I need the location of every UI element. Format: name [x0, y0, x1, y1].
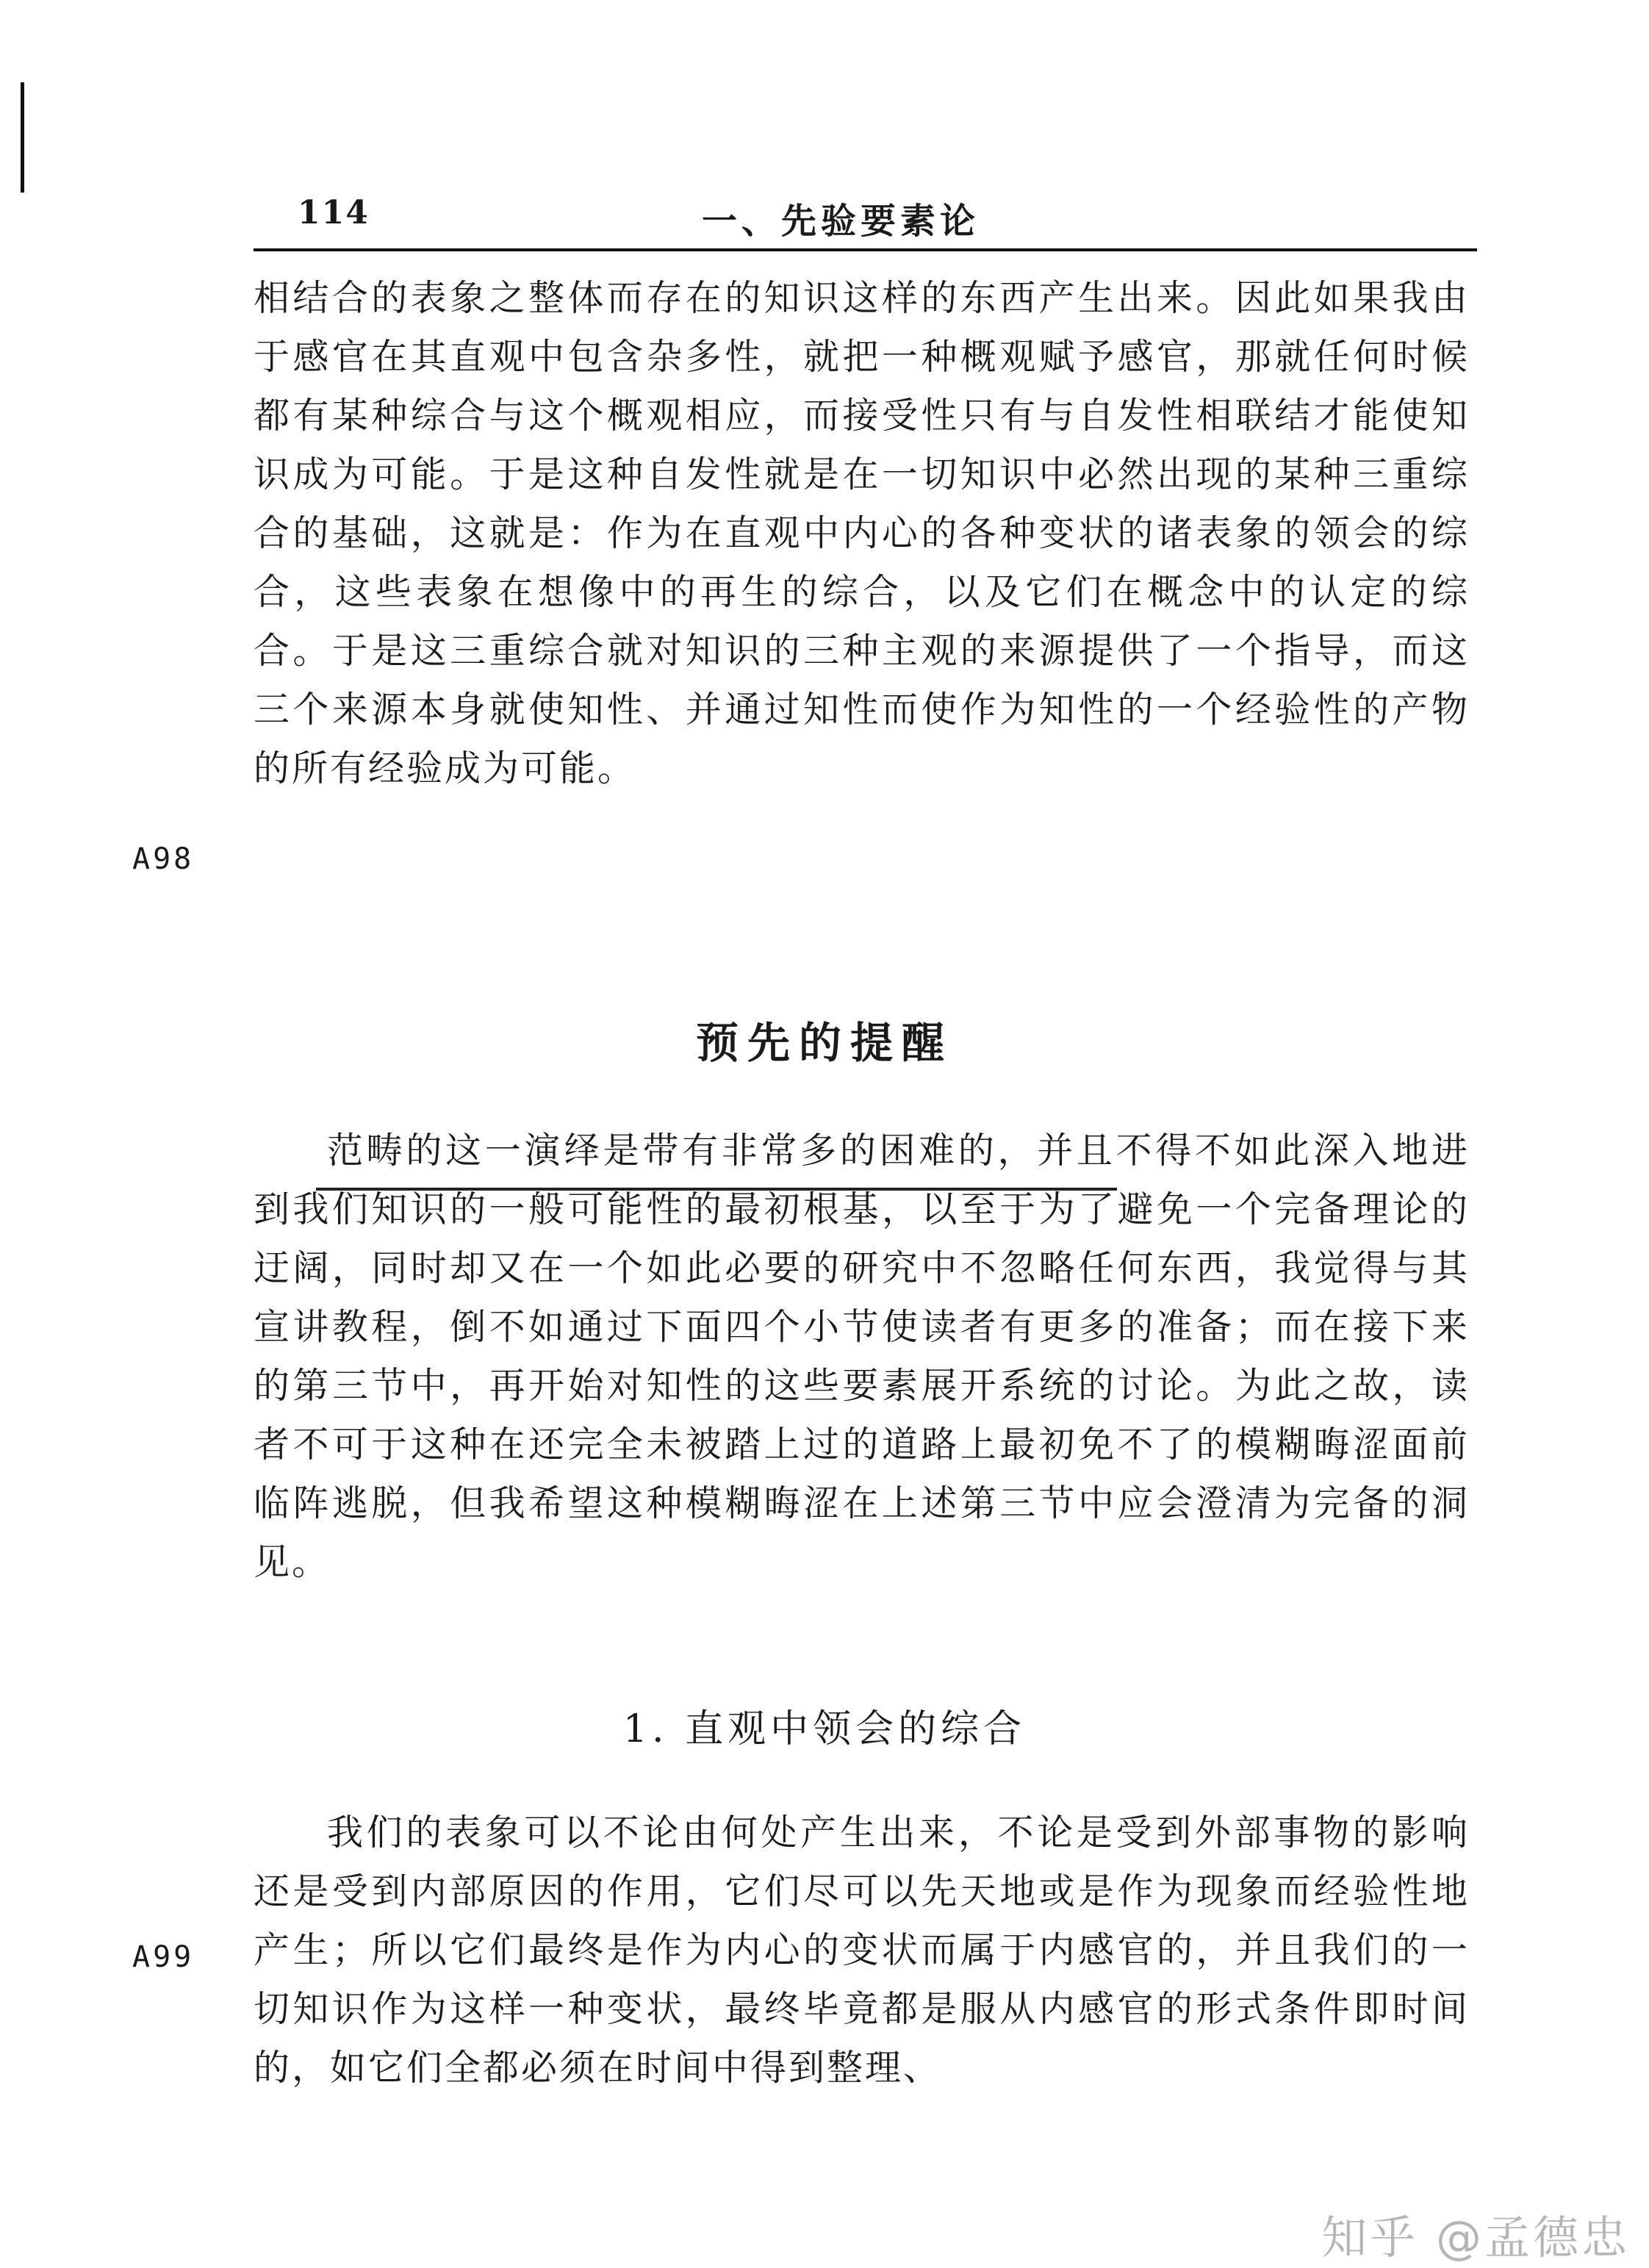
paragraph-synthesis: [254, 1804, 1470, 2097]
margin-ref-a99: A99: [132, 1940, 195, 1974]
page-number: 114: [298, 194, 370, 232]
header-rule: [254, 248, 1477, 251]
paragraph-preliminary-remark: [254, 1122, 1470, 1592]
subsection-title: 1. 直观中领会的综合: [622, 1707, 1027, 1751]
scan-edge-mark: [21, 82, 24, 193]
paragraph-2-text: 范畴的这一演绎是带有非常多的困难的，并且不得不如此深入地进到我们知识的一般可能性的最初根基，以至于为了避免一个完备理论的迂阔，同时却又在一个如此必要的研究中不忽略任何东西，我觉得与其宣讲教程，倒不如通过下面四个小节使读者有更多的准备；而在接下来的第三节中，再开始对知性的这些要素展开系统的讨论。为此之故，读者不可于这种在还完全未被踏上过的道路上最初免不了的模糊晦涩面前临阵逃脱，但我希望这种模糊晦涩在上述第三节中应会澄清为完备的洞见。: [254, 1130, 1470, 1583]
page-header: [254, 193, 1477, 245]
paragraph-continued: [254, 269, 1470, 798]
running-title: 一、先验要素论: [702, 201, 980, 242]
margin-ref-a98: A98: [132, 842, 195, 876]
paragraph-1-text: 相结合的表象之整体而存在的知识这样的东西产生出来。因此如果我由于感官在其直观中包含杂多性，就把一种概观赋予感官，那就任何时候都有某种综合与这个概观相应，而接受性只有与自发性相联结才能使知识成为可能。于是这种自发性就是在一切知识中必然出现的某种三重综合的基础，这就是：作为在直观中内心的各种变状的诸表象的领会的综合，这些表象在想像中的再生的综合，以及它们在概念中的认定的综合。于是这三重综合就对知识的三种主观的来源提供了一个指导，而这三个来源本身就使知性、并通过知性而使作为知性的一个经验性的产物的所有经验成为可能。: [254, 277, 1470, 789]
section-title: 预先的提醒: [695, 1018, 953, 1068]
zhihu-watermark: 知乎 @孟德忠: [1321, 2211, 1630, 2264]
paragraph-3-text: 我们的表象可以不论由何处产生出来，不论是受到外部事物的影响还是受到内部原因的作用，它们尽可以先天地或是作为现象而经验性地产生；所以它们最终是作为内心的变状而属于内感官的，并且我们的一切知识作为这样一种变状，最终毕竟都是服从内感官的形式条件即时间的，如它们全都必须在时间中得到整理、: [254, 1812, 1470, 2089]
